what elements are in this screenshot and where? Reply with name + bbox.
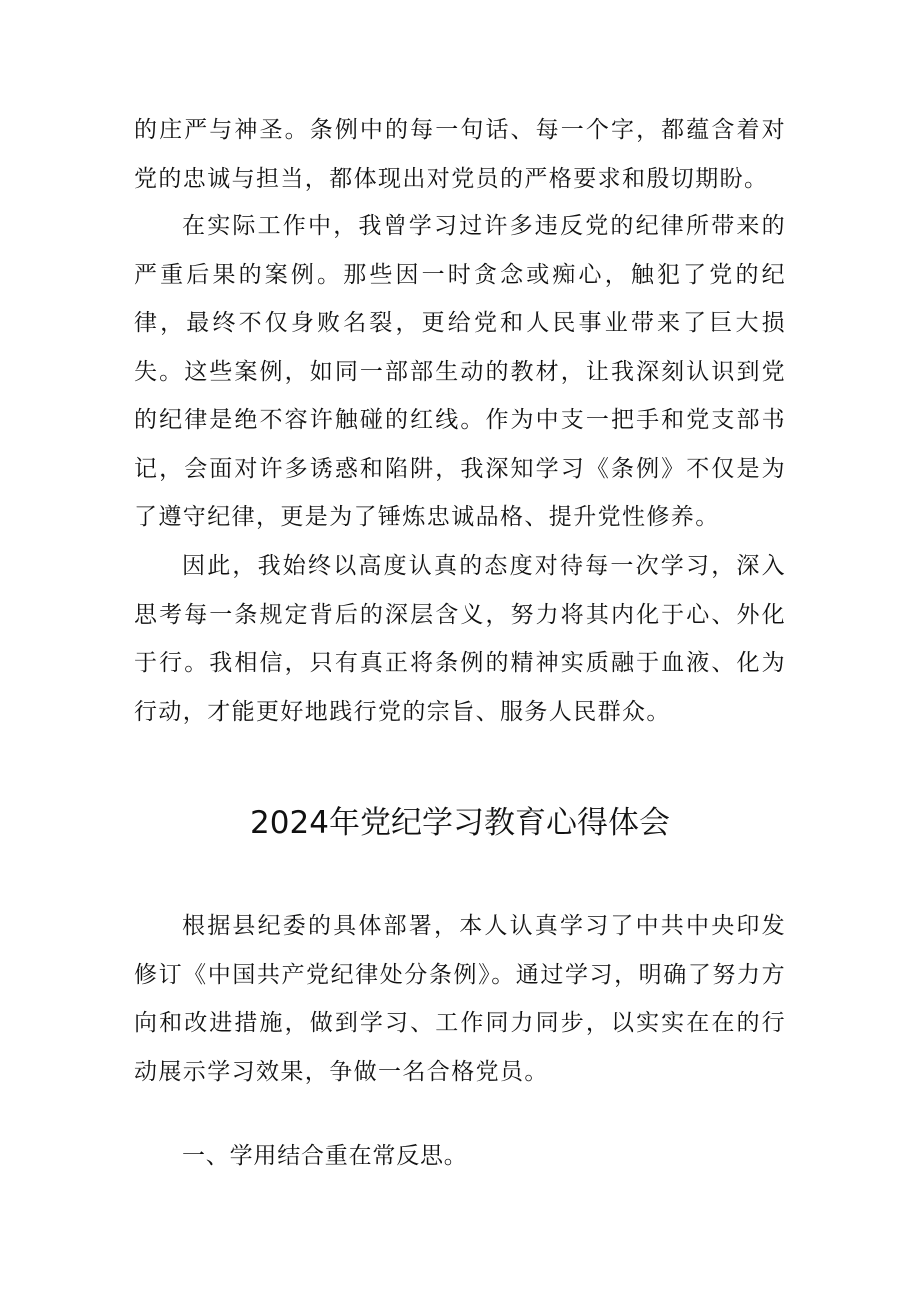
- intro-paragraph: 根据县纪委的具体部署，本人认真学习了中共中央印发修订《中国共产党纪律处分条例》。通过学习，明确了努力方向和改进措施，做到学习、工作同力同步，以实实在在的行动展示学习效果，争做一名合格党员。: [134, 913, 786, 1085]
- section-heading: 一、学用结合重在常反思。: [182, 1143, 468, 1169]
- paragraph-continuation: 的庄严与神圣。条例中的每一句话、每一个字，都蕴含着对党的忠诚与担当，都体现出对党员的严格要求和殷切期盼。: [134, 117, 786, 192]
- paragraph-work-experience: 在实际工作中，我曾学习过许多违反党的纪律所带来的严重后果的案例。那些因一时贪念或痴心，触犯了党的纪律，最终不仅身败名裂，更给党和人民事业带来了巨大损失。这些案例，如同一部部生动的教材，让我深刻认识到党的纪律是绝不容许触碰的红线。作为中支一把手和党支部书记，会面对许多诱惑和陷阱，我深知学习《条例》不仅是为了遵守纪律，更是为了锤炼忠诚品格、提升党性修养。: [134, 213, 786, 530]
- paragraph-study-attitude: 因此，我始终以高度认真的态度对待每一次学习，深入思考每一条规定背后的深层含义，努力将其内化于心、外化于行。我相信，只有真正将条例的精神实质融于血液、化为行动，才能更好地践行党的宗旨、服务人民群众。: [134, 553, 786, 725]
- document-title: 2024年党纪学习教育心得体会: [250, 805, 670, 841]
